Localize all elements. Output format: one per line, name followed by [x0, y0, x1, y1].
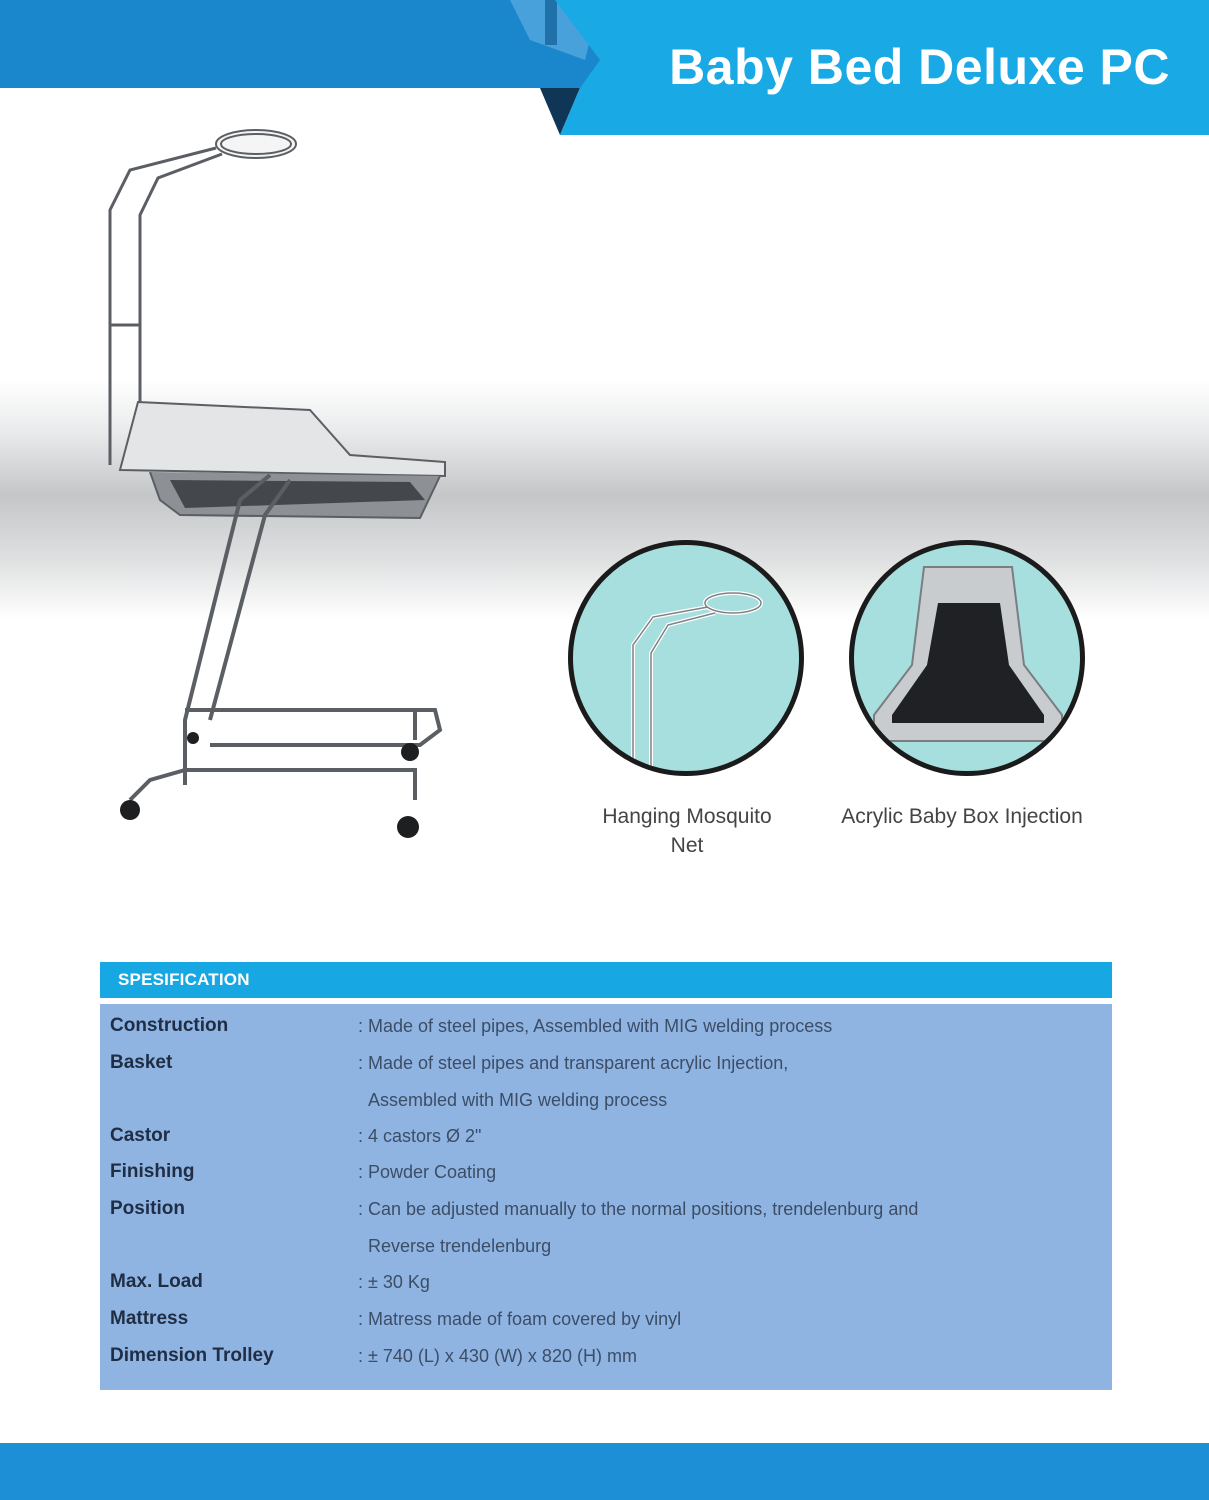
- spec-value: [358, 1154, 1098, 1191]
- spec-label: Construction: [110, 1015, 229, 1036]
- spec-value-line: : Matress made of foam covered by vinyl: [358, 1309, 682, 1329]
- caption-line: Hanging Mosquito: [602, 805, 772, 828]
- spec-value-line: : Made of steel pipes, Assembled with MIG welding process: [358, 1016, 833, 1036]
- mosquito-net-detail: [568, 540, 804, 776]
- spec-value-line: : ± 740 (L) x 430 (W) x 820 (H) mm: [358, 1346, 637, 1366]
- spec-value-line: : Made of steel pipes and transparent acrylic Injection,: [358, 1053, 789, 1073]
- spec-label: Basket: [110, 1052, 173, 1073]
- spec-header: SPESIFICATION: [100, 962, 1112, 998]
- spec-value-line: Assembled with MIG welding process: [368, 1090, 668, 1110]
- spec-value: [358, 1191, 1098, 1265]
- spec-label: Position: [110, 1198, 185, 1219]
- spec-label: Finishing: [110, 1161, 195, 1182]
- footer-band: [0, 1443, 1209, 1500]
- acrylic-box-detail: [849, 540, 1085, 776]
- feature-caption-mosquito-net: [572, 802, 802, 860]
- caption-line: Acrylic Baby Box Injection: [841, 805, 1083, 828]
- spec-label: Castor: [110, 1125, 171, 1146]
- spec-value: [358, 1118, 1098, 1155]
- spec-value: [358, 1301, 1098, 1338]
- spec-value: [358, 1338, 1098, 1375]
- spec-label: Max. Load: [110, 1271, 203, 1292]
- mosquito-net-frame-icon: [573, 545, 799, 771]
- feature-caption-acrylic-box: [812, 802, 1112, 831]
- spec-label: Mattress: [110, 1308, 189, 1329]
- spec-value-line: : 4 castors Ø 2": [358, 1126, 482, 1146]
- spec-value: [358, 1008, 1098, 1045]
- caption-line: Net: [670, 834, 704, 857]
- spec-value: [358, 1264, 1098, 1301]
- spec-label: Dimension Trolley: [110, 1345, 274, 1366]
- spec-value-line: : Powder Coating: [358, 1162, 497, 1182]
- spec-value: [358, 1045, 1098, 1119]
- spec-value-line: : Can be adjusted manually to the normal positions, trendelenburg and: [358, 1199, 919, 1219]
- spec-table: [100, 1004, 1112, 1390]
- page-title: Baby Bed Deluxe PC: [669, 39, 1170, 95]
- baby-bed-illustration: [90, 120, 470, 850]
- spec-value-line: Reverse trendelenburg: [368, 1236, 552, 1256]
- spec-value-line: : ± 30 Kg: [358, 1272, 430, 1292]
- acrylic-baby-box-icon: [854, 545, 1080, 771]
